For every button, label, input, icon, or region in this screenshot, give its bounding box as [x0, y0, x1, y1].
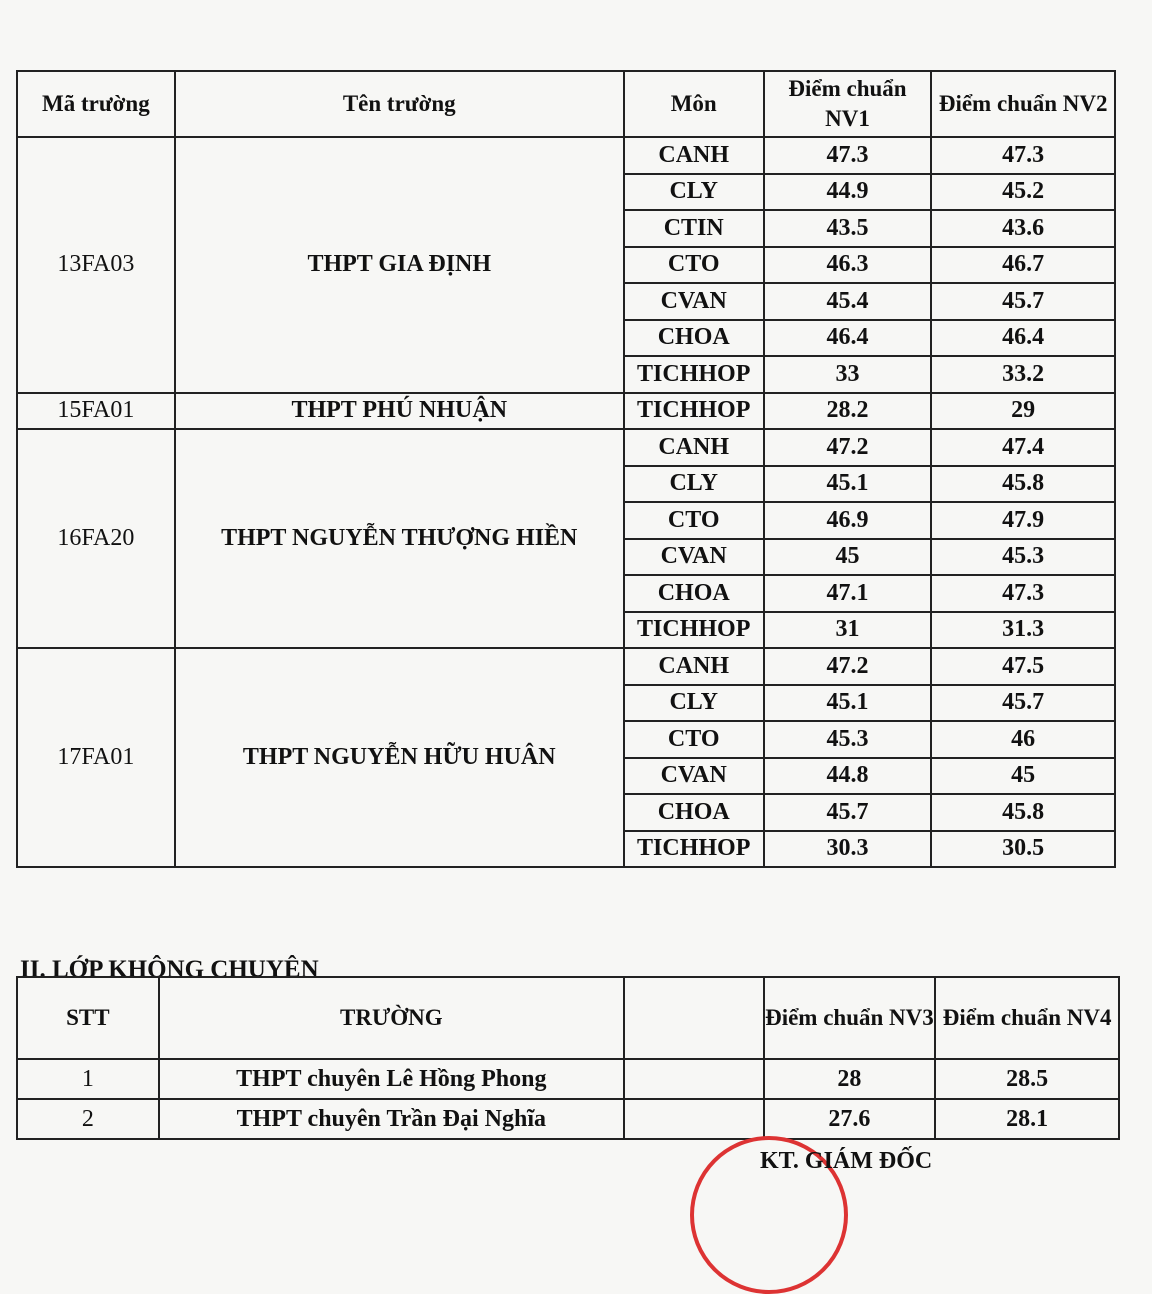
header-subject: Môn [624, 71, 764, 137]
nv2-score-cell: 45.2 [931, 174, 1115, 211]
table-row [17, 429, 1115, 466]
subject-cell: TICHHOP [624, 356, 764, 393]
header-stt: STT [17, 977, 159, 1059]
nv2-score-cell: 33.2 [931, 356, 1115, 393]
table-row [17, 393, 1115, 430]
header-blank [624, 977, 764, 1059]
header-nv1: Điểm chuẩn NV1 [764, 71, 932, 137]
admission-scores-table [16, 70, 1116, 868]
nv1-score-cell: 44.8 [764, 758, 932, 795]
subject-cell: CTIN [624, 210, 764, 247]
subject-cell: CLY [624, 466, 764, 503]
nv1-score-cell: 45 [764, 539, 932, 576]
nv2-score-cell: 45.3 [931, 539, 1115, 576]
school-cell: THPT chuyên Lê Hồng Phong [159, 1059, 624, 1099]
nv2-score-cell: 45.8 [931, 794, 1115, 831]
table-row [17, 1059, 1119, 1099]
nv1-score-cell: 43.5 [764, 210, 932, 247]
header-school-name: Tên trường [175, 71, 624, 137]
stt-cell: 1 [17, 1059, 159, 1099]
blank-cell [624, 1099, 764, 1139]
school-code-cell: 13FA03 [17, 137, 175, 393]
nv1-score-cell: 45.1 [764, 685, 932, 722]
subject-cell: CLY [624, 174, 764, 211]
subject-cell: CTO [624, 502, 764, 539]
nv2-score-cell: 45.7 [931, 283, 1115, 320]
nv3-score-cell: 27.6 [764, 1099, 936, 1139]
nv1-score-cell: 30.3 [764, 831, 932, 868]
header-school-code: Mã trường [17, 71, 175, 137]
signature-title: KT. GIÁM ĐỐC [760, 1148, 933, 1174]
nv1-score-cell: 47.3 [764, 137, 932, 174]
table-header-row [17, 71, 1115, 137]
header-nv2: Điểm chuẩn NV2 [931, 71, 1115, 137]
nv2-score-cell: 47.3 [931, 137, 1115, 174]
subject-cell: CVAN [624, 283, 764, 320]
stt-cell: 2 [17, 1099, 159, 1139]
header-nv4: Điểm chuẩn NV4 [935, 977, 1119, 1059]
subject-cell: CHOA [624, 320, 764, 357]
nv2-score-cell: 29 [931, 393, 1115, 430]
subject-cell: CHOA [624, 794, 764, 831]
nv2-score-cell: 46.4 [931, 320, 1115, 357]
school-name-cell: THPT PHÚ NHUẬN [175, 393, 624, 430]
nv2-score-cell: 47.9 [931, 502, 1115, 539]
subject-cell: CANH [624, 648, 764, 685]
nv2-score-cell: 47.4 [931, 429, 1115, 466]
nv4-score-cell: 28.1 [935, 1099, 1119, 1139]
subject-cell: CANH [624, 429, 764, 466]
nv1-score-cell: 33 [764, 356, 932, 393]
school-cell: THPT chuyên Trần Đại Nghĩa [159, 1099, 624, 1139]
section-title: II. LỚP KHÔNG CHUYÊN [20, 956, 319, 983]
nv2-score-cell: 46.7 [931, 247, 1115, 284]
nv1-score-cell: 46.4 [764, 320, 932, 357]
nv1-score-cell: 47.2 [764, 429, 932, 466]
header-school: TRƯỜNG [159, 977, 624, 1059]
non-specialized-table [16, 976, 1120, 1140]
subject-cell: CTO [624, 721, 764, 758]
nv1-score-cell: 46.9 [764, 502, 932, 539]
nv2-score-cell: 43.6 [931, 210, 1115, 247]
school-code-cell: 15FA01 [17, 393, 175, 430]
nv1-score-cell: 45.7 [764, 794, 932, 831]
nv1-score-cell: 45.3 [764, 721, 932, 758]
nv2-score-cell: 31.3 [931, 612, 1115, 649]
subject-cell: CVAN [624, 539, 764, 576]
nv2-score-cell: 45.8 [931, 466, 1115, 503]
nv1-score-cell: 46.3 [764, 247, 932, 284]
table-row [17, 648, 1115, 685]
nv1-score-cell: 47.1 [764, 575, 932, 612]
school-name-cell: THPT NGUYỄN THƯỢNG HIỀN [175, 429, 624, 648]
nv1-score-cell: 47.2 [764, 648, 932, 685]
nv2-score-cell: 47.5 [931, 648, 1115, 685]
nv1-score-cell: 28.2 [764, 393, 932, 430]
nv2-score-cell: 45.7 [931, 685, 1115, 722]
table-row [17, 137, 1115, 174]
subject-cell: TICHHOP [624, 612, 764, 649]
school-name-cell: THPT GIA ĐỊNH [175, 137, 624, 393]
nv3-score-cell: 28 [764, 1059, 936, 1099]
nv4-score-cell: 28.5 [935, 1059, 1119, 1099]
nv1-score-cell: 45.1 [764, 466, 932, 503]
nv1-score-cell: 45.4 [764, 283, 932, 320]
nv2-score-cell: 30.5 [931, 831, 1115, 868]
school-code-cell: 17FA01 [17, 648, 175, 867]
nv2-score-cell: 47.3 [931, 575, 1115, 612]
subject-cell: CVAN [624, 758, 764, 795]
subject-cell: TICHHOP [624, 393, 764, 430]
table-row [17, 1099, 1119, 1139]
nv2-score-cell: 45 [931, 758, 1115, 795]
table-header-row [17, 977, 1119, 1059]
nv2-score-cell: 46 [931, 721, 1115, 758]
subject-cell: TICHHOP [624, 831, 764, 868]
school-code-cell: 16FA20 [17, 429, 175, 648]
subject-cell: CLY [624, 685, 764, 722]
nv1-score-cell: 31 [764, 612, 932, 649]
header-nv3: Điểm chuẩn NV3 [764, 977, 936, 1059]
subject-cell: CTO [624, 247, 764, 284]
nv1-score-cell: 44.9 [764, 174, 932, 211]
school-name-cell: THPT NGUYỄN HỮU HUÂN [175, 648, 624, 867]
subject-cell: CANH [624, 137, 764, 174]
subject-cell: CHOA [624, 575, 764, 612]
blank-cell [624, 1059, 764, 1099]
